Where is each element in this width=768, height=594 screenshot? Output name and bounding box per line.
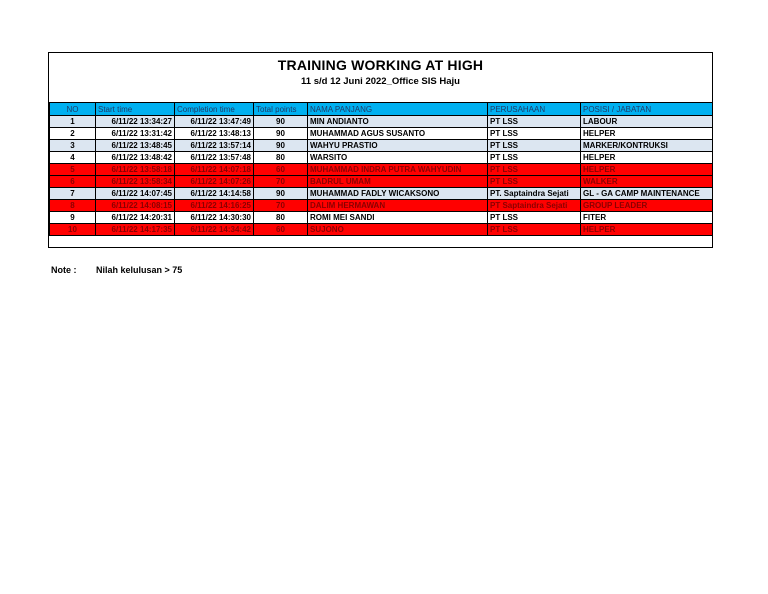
row-start-time: 6/11/22 13:48:45 [96, 140, 175, 152]
row-name: BADRUL UMAM [308, 176, 488, 188]
row-name: MIN ANDIANTO [308, 116, 488, 128]
row-company: PT LSS [488, 128, 581, 140]
row-no: 7 [50, 188, 96, 200]
page-subtitle: 11 s/d 12 Juni 2022_Office SIS Haju [301, 76, 460, 87]
row-name: MUHAMMAD FADLY WICAKSONO [308, 188, 488, 200]
row-company: PT. Saptaindra Sejati [488, 188, 581, 200]
row-company: PT LSS [488, 152, 581, 164]
row-total-points: 80 [254, 212, 308, 224]
column-header-completion-time: Completion time [175, 103, 254, 116]
row-completion-time: 6/11/22 13:47:49 [175, 116, 254, 128]
row-company: PT Saptaindra Sejati [488, 200, 581, 212]
row-position: HELPER [581, 128, 713, 140]
row-total-points: 70 [254, 176, 308, 188]
row-start-time: 6/11/22 14:17:35 [96, 224, 175, 236]
column-header-name: NAMA PANJANG [308, 103, 488, 116]
row-start-time: 6/11/22 13:31:42 [96, 128, 175, 140]
row-name: WARSITO [308, 152, 488, 164]
row-completion-time: 6/11/22 13:48:13 [175, 128, 254, 140]
row-no: 4 [50, 152, 96, 164]
row-company: PT LSS [488, 140, 581, 152]
row-completion-time: 6/11/22 14:16:25 [175, 200, 254, 212]
row-completion-time: 6/11/22 14:07:26 [175, 176, 254, 188]
table-row [50, 152, 713, 164]
row-completion-time: 6/11/22 13:57:48 [175, 152, 254, 164]
table-header-row [50, 103, 713, 116]
row-company: PT LSS [488, 164, 581, 176]
row-name: MUHAMMAD INDRA PUTRA WAHYUDIN [308, 164, 488, 176]
column-header-position: POSISI / JABATAN [581, 103, 713, 116]
row-start-time: 6/11/22 14:07:45 [96, 188, 175, 200]
row-position: HELPER [581, 224, 713, 236]
table-row [50, 200, 713, 212]
row-name: WAHYU PRASTIO [308, 140, 488, 152]
column-header-start-time: Start time [96, 103, 175, 116]
row-position: HELPER [581, 152, 713, 164]
row-completion-time: 6/11/22 13:57:14 [175, 140, 254, 152]
row-total-points: 80 [254, 152, 308, 164]
report-sheet [48, 52, 713, 248]
row-no: 5 [50, 164, 96, 176]
row-total-points: 70 [254, 200, 308, 212]
row-total-points: 60 [254, 224, 308, 236]
row-start-time: 6/11/22 13:34:27 [96, 116, 175, 128]
column-header-no: NO [50, 103, 96, 116]
table-row [50, 188, 713, 200]
row-company: PT LSS [488, 212, 581, 224]
row-total-points: 90 [254, 128, 308, 140]
row-start-time: 6/11/22 14:20:31 [96, 212, 175, 224]
row-name: DALIM HERMAWAN [308, 200, 488, 212]
row-total-points: 90 [254, 140, 308, 152]
table-row [50, 128, 713, 140]
row-name: ROMI MEI SANDI [308, 212, 488, 224]
row-position: HELPER [581, 164, 713, 176]
row-total-points: 90 [254, 188, 308, 200]
row-position: GROUP LEADER [581, 200, 713, 212]
column-header-total-points: Total points [254, 103, 308, 116]
row-name: MUHAMMAD AGUS SUSANTO [308, 128, 488, 140]
row-no: 9 [50, 212, 96, 224]
row-start-time: 6/11/22 13:48:42 [96, 152, 175, 164]
row-company: PT LSS [488, 116, 581, 128]
row-completion-time: 6/11/22 14:07:18 [175, 164, 254, 176]
row-company: PT LSS [488, 176, 581, 188]
table-row [50, 212, 713, 224]
row-total-points: 90 [254, 116, 308, 128]
row-position: FITER [581, 212, 713, 224]
row-no: 8 [50, 200, 96, 212]
table-row [50, 116, 713, 128]
row-no: 10 [50, 224, 96, 236]
results-table [49, 102, 713, 236]
row-completion-time: 6/11/22 14:30:30 [175, 212, 254, 224]
row-start-time: 6/11/22 13:58:18 [96, 164, 175, 176]
note-text: Nilah kelulusan > 75 [96, 265, 183, 275]
row-no: 3 [50, 140, 96, 152]
page-title: TRAINING WORKING AT HIGH [277, 57, 484, 73]
row-start-time: 6/11/22 13:58:34 [96, 176, 175, 188]
row-completion-time: 6/11/22 14:14:58 [175, 188, 254, 200]
row-no: 6 [50, 176, 96, 188]
note-label: Note : [51, 265, 77, 275]
table-row [50, 164, 713, 176]
row-no: 1 [50, 116, 96, 128]
row-total-points: 60 [254, 164, 308, 176]
row-company: PT LSS [488, 224, 581, 236]
row-position: MARKER/KONTRUKSI [581, 140, 713, 152]
row-start-time: 6/11/22 14:08:15 [96, 200, 175, 212]
table-row [50, 224, 713, 236]
table-row [50, 176, 713, 188]
table-row [50, 140, 713, 152]
row-no: 2 [50, 128, 96, 140]
row-position: GL - GA CAMP MAINTENANCE [581, 188, 713, 200]
row-name: SUJONO [308, 224, 488, 236]
row-completion-time: 6/11/22 14:34:42 [175, 224, 254, 236]
column-header-company: PERUSAHAAN [488, 103, 581, 116]
row-position: LABOUR [581, 116, 713, 128]
row-position: WALKER [581, 176, 713, 188]
